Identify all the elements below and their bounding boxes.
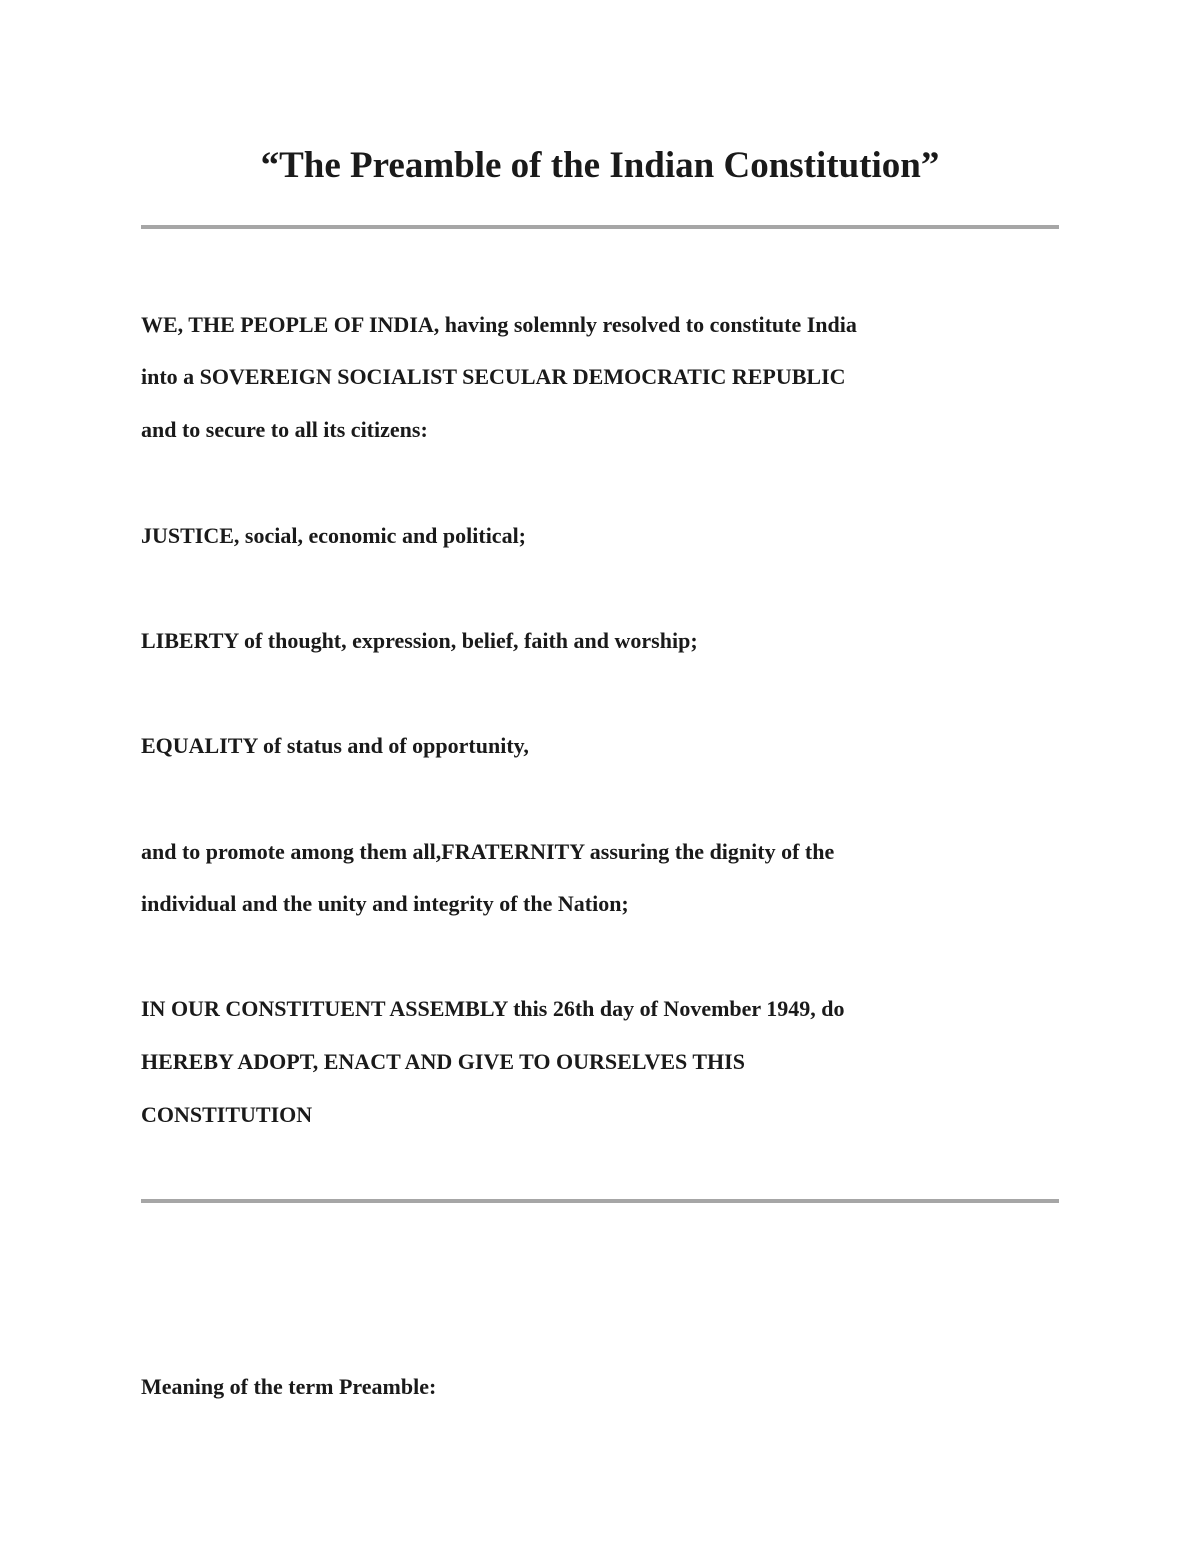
bottom-divider: [141, 1199, 1059, 1203]
document-title: “The Preamble of the Indian Constitution”: [260, 145, 940, 186]
preamble-equality: EQUALITY of status and of opportunity,: [141, 733, 529, 758]
preamble-closing-line-3: CONSTITUTION: [141, 1102, 313, 1127]
top-divider: [141, 225, 1059, 229]
preamble-closing-line-1: IN OUR CONSTITUENT ASSEMBLY this 26th day of November 1949, do: [141, 996, 845, 1021]
preamble-intro-line-2: into a SOVEREIGN SOCIALIST SECULAR DEMOCRATIC REPUBLIC: [141, 364, 846, 389]
preamble-closing-line-2: HEREBY ADOPT, ENACT AND GIVE TO OURSELVES THIS: [141, 1049, 745, 1074]
preamble-fraternity-line-2: individual and the unity and integrity of the Nation;: [141, 891, 629, 916]
section-heading: Meaning of the term Preamble:: [141, 1374, 437, 1399]
preamble-justice: JUSTICE, social, economic and political;: [141, 523, 527, 548]
preamble-intro-line-3: and to secure to all its citizens:: [141, 417, 428, 442]
preamble-fraternity-line-1: and to promote among them all,FRATERNITY assuring the dignity of the: [141, 839, 835, 864]
preamble-liberty: LIBERTY of thought, expression, belief, faith and worship;: [141, 628, 698, 653]
preamble-intro-line-1: WE, THE PEOPLE OF INDIA, having solemnly resolved to constitute India: [141, 312, 857, 337]
